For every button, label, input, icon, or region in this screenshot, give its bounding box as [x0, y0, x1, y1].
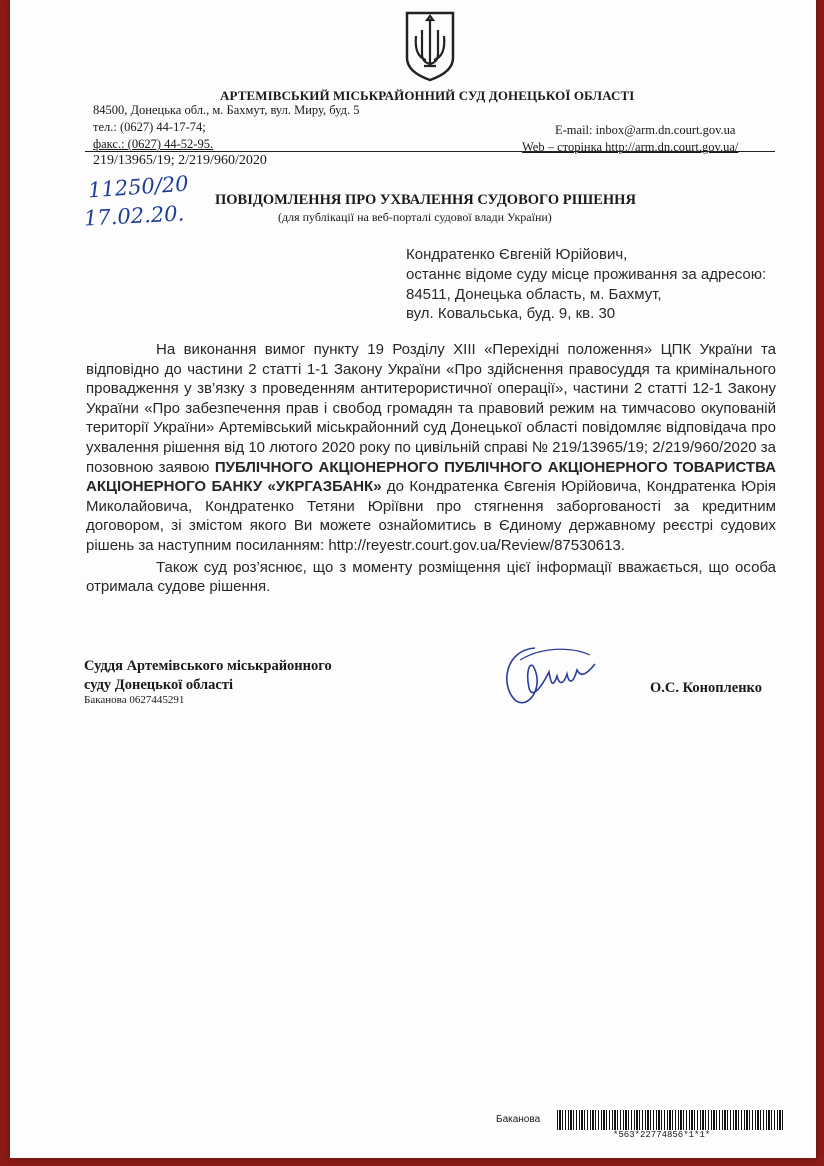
- court-address: 84500, Донецька обл., м. Бахмут, вул. Миру, буд. 5: [93, 103, 360, 117]
- recipient-address-intro: останнє відоме суду місце проживання за адресою:: [406, 266, 767, 283]
- handwritten-reg-number: 11250/20: [87, 171, 190, 203]
- barcode-text: *563*22774856*1*1*: [613, 1130, 711, 1140]
- judge-name: О.С. Конопленко: [650, 680, 762, 696]
- notice-subtitle: (для публікації на веб-порталі судової влади України): [278, 210, 552, 224]
- barcode-label: Баканова: [496, 1114, 541, 1125]
- recipient-street: вул. Ковальська, буд. 9, кв. 30: [406, 305, 616, 322]
- document-page: [10, 0, 816, 1158]
- coat-of-arms-icon: [404, 10, 456, 82]
- barcode-icon: [557, 1110, 785, 1130]
- body-paragraph-1-text: На виконання вимог пункту 19 Розділу XIII «Перехідні положення» ЦПК України та відповідно до частини 2 статті 1-1 Закону України «Про здійснення правосуддя та кримінального провадження у зв’язку з проведенням антитерористичної операції», частини 2 статті 12-1 Закону України «Про забезпечення прав і свобод громадян та правовий режим на тимчасово окупованій території України» Артемівський міськрайонний суд Донецької області повідомляє відповідача про ухвалення рішення від 10 лютого 2020 року по цивільній справі № 219/13965/19; 2/219/960/2020 за позовною заявою: [86, 341, 776, 476]
- court-name: АРТЕМІВСЬКИЙ МІСЬКРАЙОННИЙ СУД ДОНЕЦЬКОЇ ОБЛАСТІ: [220, 88, 635, 103]
- notice-title: ПОВІДОМЛЕННЯ ПРО УХВАЛЕННЯ СУДОВОГО РІШЕННЯ: [215, 192, 636, 208]
- header-divider: [85, 151, 775, 152]
- clerk-contact: Баканова 0627445291: [84, 694, 185, 706]
- court-web: Web – сторінка http://arm.dn.court.gov.ua/: [522, 140, 739, 154]
- signature-icon: [495, 640, 605, 710]
- body-paragraph-1-end: до Кондратенка Євгенія Юрійовича, Кондратенка Юрія Миколайовича, Кондратенко Тетяни Юріївни про стягнення заборгованості за кредитним договором, зі змістом якого Ви можете ознайомитись в Єдиному державному реєстрі судових рішень за наступним посиланням: http://reyestr.court.gov.ua/Review/87530613.: [86, 478, 776, 554]
- court-phone: тел.: (0627) 44-17-74;: [93, 120, 206, 134]
- body-paragraph-1: [86, 340, 776, 556]
- recipient-city: 84511, Донецька область, м. Бахмут,: [406, 286, 662, 303]
- judge-title-line-1: Суддя Артемівського міськрайонного: [84, 658, 332, 674]
- case-numbers: 219/13965/19; 2/219/960/2020: [93, 153, 267, 168]
- court-email: E-mail: inbox@arm.dn.court.gov.ua: [555, 123, 736, 137]
- recipient-name: Кондратенко Євгеній Юрійович,: [406, 246, 628, 263]
- court-fax: факс.: (0627) 44-52-95.: [93, 137, 214, 151]
- notice-body: [86, 340, 776, 597]
- body-paragraph-2: Також суд роз’яснює, що з моменту розміщення цієї інформації вважається, що особа отримала судове рішення.: [86, 558, 776, 596]
- plaintiff-name: ПУБЛІЧНОГО АКЦІОНЕРНОГО ПУБЛІЧНОГО АКЦІОНЕРНОГО ТОВАРИСТВА АКЦІОНЕРНОГО БАНКУ «УКРГАЗБАНК»: [86, 458, 777, 496]
- handwritten-date: 17.02.20.: [83, 201, 185, 231]
- judge-title-line-2: суду Донецької області: [84, 677, 234, 693]
